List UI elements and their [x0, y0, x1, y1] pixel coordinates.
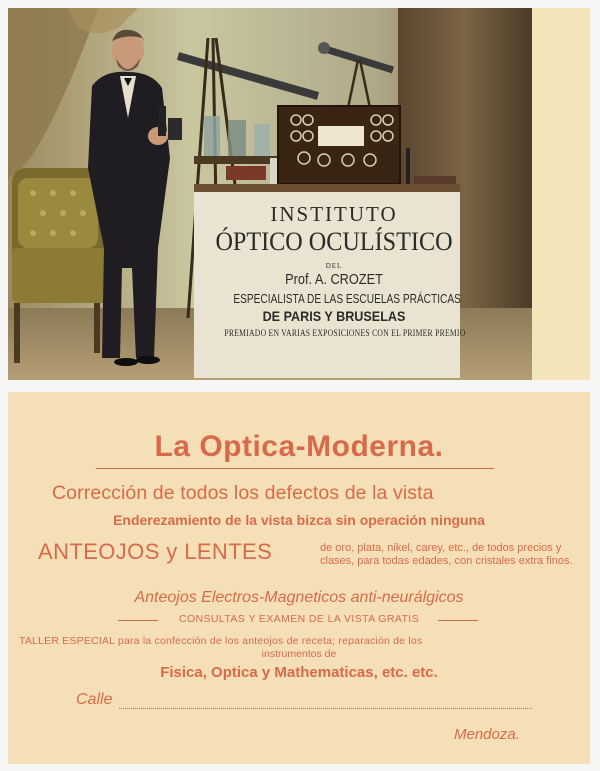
- photo-postcard: [8, 8, 590, 380]
- title-underline: [96, 468, 494, 469]
- sign-line-paris: DE PARIS Y BRUSELAS: [262, 308, 406, 324]
- sign-line-optico: ÓPTICO OCULÍSTICO: [215, 227, 453, 256]
- sign-line-especialista: ESPECIALISTA DE LAS ESCUELAS PRÁCTICAS: [233, 291, 461, 306]
- address-dotted-line: [119, 708, 532, 709]
- sign-line-professor: Prof. A. CROZET: [285, 271, 383, 288]
- table-sign: [205, 200, 466, 378]
- sign-line-premiado: PREMIADO EN VARIAS EXPOSICIONES CON EL PRIMER PREMIO: [224, 328, 466, 338]
- ad-electro-line: Anteojos Electros-Magneticos anti-neurálgicos: [134, 589, 464, 606]
- ad-correction-line: Corrección de todos los defectos de la vista: [52, 482, 434, 504]
- ad-taller-line: TALLER ESPECIAL para la confección de los anteojos de receta; reparación de los: [19, 635, 423, 647]
- advertisement-postcard: [8, 392, 590, 764]
- ad-fisica-line: Fisica, Optica y Mathematicas, etc. etc.: [160, 664, 438, 681]
- sign-line-instituto: INSTITUTO: [270, 202, 398, 226]
- ad-taller-line-2: instrumentos de: [261, 648, 337, 660]
- ad-consultas-line: CONSULTAS Y EXAMEN DE LA VISTA GRATIS: [178, 613, 420, 625]
- card-right-margin: [532, 8, 590, 380]
- ad-anteojos-heading: ANTEOJOS y LENTES: [38, 539, 273, 564]
- ad-enderezamiento-line: Enderezamiento de la vista bizca sin operación ninguna: [113, 512, 485, 528]
- consultas-right-dash: [438, 620, 478, 621]
- sign-line-del: DEL: [325, 262, 343, 270]
- ad-title: La Optica-Moderna.: [154, 430, 444, 463]
- ad-city: Mendoza.: [454, 726, 520, 743]
- ad-calle-label: Calle: [76, 691, 113, 708]
- ad-anteojos-detail: de oro, plata, nikel, carey, etc., de todos precios y clases, para todas edades, con cristales extra finos.: [320, 542, 573, 567]
